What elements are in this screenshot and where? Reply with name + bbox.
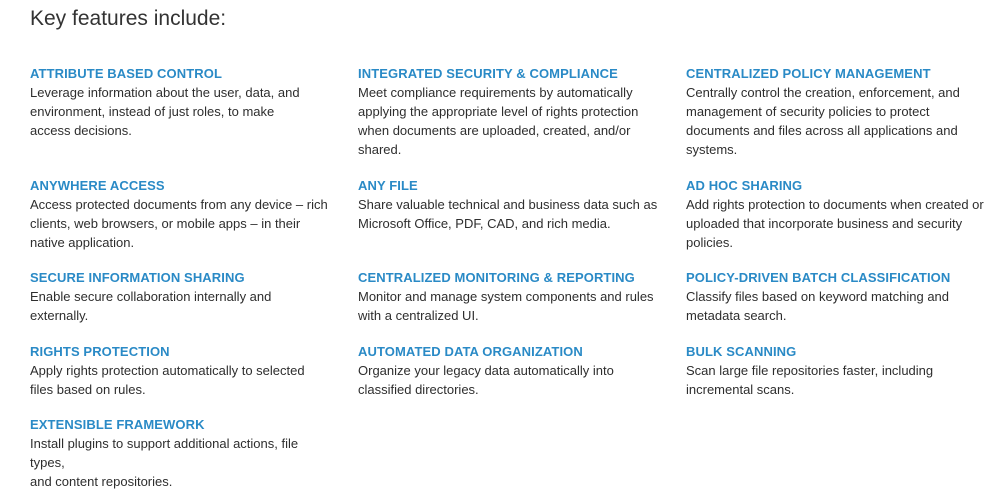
- feature-title: INTEGRATED SECURITY & COMPLIANCE: [358, 66, 618, 81]
- feature-description: Classify files based on keyword matching and metadata search.: [686, 289, 950, 323]
- feature-ad-hoc-sharing: [686, 176, 986, 252]
- feature-description: Apply rights protection automatically to selected files based on rules.: [30, 363, 305, 397]
- feature-rights-protection: [30, 342, 330, 399]
- feature-title: POLICY-DRIVEN BATCH CLASSIFICATION: [686, 270, 951, 285]
- feature-integrated-security-compliance: [358, 64, 658, 159]
- feature-any-file: [358, 176, 658, 233]
- feature-description: Scan large file repositories faster, including incremental scans.: [686, 363, 934, 397]
- feature-attribute-based-control: [30, 64, 330, 140]
- feature-description: Access protected documents from any device – rich clients, web browsers, or mobile apps – in their native application.: [30, 197, 328, 250]
- feature-automated-data-organization: [358, 342, 658, 399]
- feature-title: AUTOMATED DATA ORGANIZATION: [358, 344, 583, 359]
- feature-description: Monitor and manage system components and rules with a centralized UI.: [358, 289, 654, 323]
- feature-title: RIGHTS PROTECTION: [30, 344, 170, 359]
- feature-description: Install plugins to support additional actions, file types, and content repositories.: [30, 436, 299, 489]
- feature-policy-driven-batch-classification: [686, 268, 986, 325]
- feature-title: CENTRALIZED MONITORING & REPORTING: [358, 270, 635, 285]
- feature-title: SECURE INFORMATION SHARING: [30, 270, 245, 285]
- feature-title: ANY FILE: [358, 178, 418, 193]
- feature-centralized-monitoring-reporting: [358, 268, 658, 325]
- feature-title: EXTENSIBLE FRAMEWORK: [30, 417, 205, 432]
- feature-description: Centrally control the creation, enforcement, and management of security policies to protect documents and files across all applications and systems.: [686, 85, 960, 157]
- feature-secure-information-sharing: [30, 268, 330, 325]
- feature-title: AD HOC SHARING: [686, 178, 803, 193]
- feature-description: Meet compliance requirements by automatically applying the appropriate level of rights protection when documents are uploaded, created, and/or shared.: [358, 85, 639, 157]
- feature-centralized-policy-management: [686, 64, 986, 159]
- feature-anywhere-access: [30, 176, 330, 252]
- feature-description: Organize your legacy data automatically into classified directories.: [358, 363, 614, 397]
- feature-title: CENTRALIZED POLICY MANAGEMENT: [686, 66, 931, 81]
- feature-bulk-scanning: [686, 342, 986, 399]
- feature-description: Enable secure collaboration internally and externally.: [30, 289, 272, 323]
- feature-description: Share valuable technical and business data such as Microsoft Office, PDF, CAD, and rich media.: [358, 197, 658, 231]
- page-title: Key features include:: [30, 7, 227, 30]
- feature-description: Leverage information about the user, data, and environment, instead of just roles, to make access decisions.: [30, 85, 300, 138]
- feature-description: Add rights protection to documents when created or uploaded that incorporate business and security policies.: [686, 197, 984, 250]
- feature-title: BULK SCANNING: [686, 344, 797, 359]
- feature-title: ANYWHERE ACCESS: [30, 178, 165, 193]
- feature-title: ATTRIBUTE BASED CONTROL: [30, 66, 222, 81]
- feature-extensible-framework: [30, 415, 330, 491]
